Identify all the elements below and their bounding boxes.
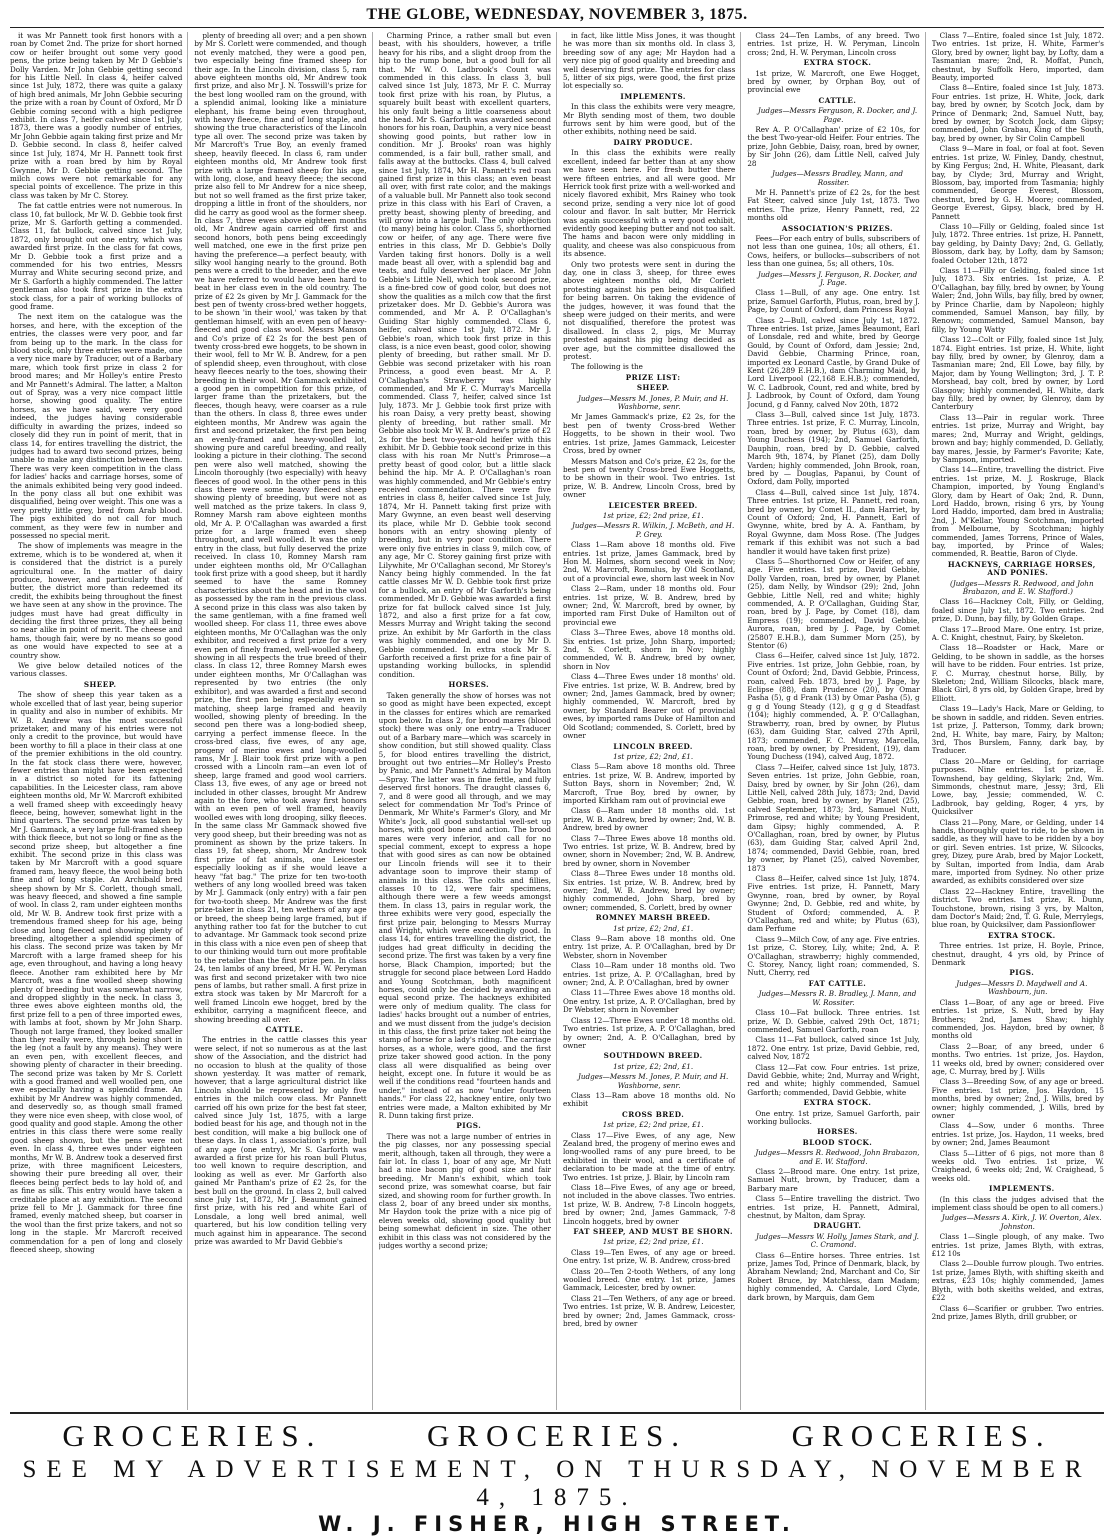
section-heading: IMPLEMENTS. [989, 1184, 1055, 1194]
subheading: 1st prize, £2; 2nd, £1. [613, 923, 694, 933]
paragraph: Fees—For each entry of bulls, subscribers of not less than one guinea, 10s; all others, £1. Cows, heifers, or bullocks—subscribers of not less than one guinea, 5s; all others, 10s. [747, 233, 920, 269]
paragraph: in fact, like little Miss Jones, it was thought he was more than six months old. In class 3, breeding sow of any age; Mr Haydon had a very nice pig of good quality and breeding and well deserving first prize. The entries for class 5, litter of six pigs, were good, the first prize lot especially so. [562, 32, 736, 91]
paragraph: Class 18—Five Ewes, of any age or breed, not included in the above classes. Two entries. 1st prize, W. B. Andrew, 7-8 Lincoln hoggets, bred by owner; 2nd, James Gammack, 7-8 Lincoln hoggets, bred by owner [562, 1183, 736, 1226]
paragraph: Class 12—Colt or Filly, foaled since 1st July, 1874. Eight entries. 1st prize, H. White, light bay filly, bred by owner, by Glenroy, dam a Tasmanian mare; 2nd, Ell Lowe, bay filly, by Major, dam by Young Wellington; 3rd, J. T. P. Morshead, bay colt, bred by owner, by Lord Glasgow; highly commended, H. White, dark bay filly, bred by owner, by Glenroy, dam by Canterbury [931, 335, 1104, 412]
paragraph: Class 24—Ten Lambs, of any breed. Two entries. 1st prize, H. W. Peryman, Lincoln cross; 2nd, H. W. Peryman, Lincoln cross [747, 32, 920, 57]
paragraph: Class 14—Entire, travelling the district. Five entries. 1st prize, M. J. Roskruge, Black Champion, imported, by Young England's Glory, dam by Heart of Oak; 2nd, R. Dunn, Lord Haddo, brown, rising 6 yrs, by Young Lord Haddo, imported, dam bred in Australia; 2nd, J. M'Kellar, Young Scotchman, imported from Melbourne, by Scotchman; highly commended, James Torrens, Prince of Wales, bay, imported, by Prince of Wales; commended, R. Beattie, Baron of Clyde. [931, 465, 1104, 559]
paragraph: Class 4—Bull, calved since 1st July, 1874. Three entries. 1st prize, H. Pannett, red roan, bred by owner, by Comet II., dam Harriet, by Count of Oxford; 2nd, H. Pannett, Earl of Gwynne, white, bred by A. A. Fantham, by Royal Gwynne, dam Moss Rose. (The Judges remark if this exhibit was not such a bad handler it would have taken first prize) [747, 487, 920, 556]
paragraph: In this class the exhibits were really excellent, indeed far better than at any show we have seen here. For fresh butter there were fifteen entries, and all were good. Mr Herrick took first prize with a well-worked and nicely flavored exhibit, Mrs Rainey who took second prize, sending a very nice lot of good colour and flavor. In salt butter, Mr Herrick was again successful with a very good exhibit, evidently good keeping butter and not too salt. The hams and bacon were only middling in quality, and cheese was also conspicuous from its absence. [562, 148, 736, 259]
column-2 [194, 32, 372, 1410]
paragraph: Class 21—Pony, Mare, or Gelding, under 14 hands, thoroughly quiet to ride, to be shown in saddle, as they will have to be ridden by a boy or girl. Seven entries. 1st prize, W. Silcocks, grey, Dizey, pure Arab, bred by Major Lockett, by Sultan, imported from India, dam Arab mare, imported from Sydney. No other prize awarded, as exhibits considered over size [931, 817, 1104, 886]
paragraph: Class 11—Fat bullock, calved since 1st July, 1872. One entry. 1st prize, David Gebbie, red, calved Nov, 1872 [747, 1035, 920, 1062]
section-heading: PIGS. [456, 1121, 482, 1131]
paragraph: Class 21—Ten Wethers, of any age or breed. Two entries. 1st prize, W. B. Andrew, Leicester, bred by owner; 2nd, James Gammack, cross-bred, bred by owner [562, 1293, 736, 1329]
paragraph: Class 1—Single plough, of any make. Two entries. 1st prize, James Blyth, with extras, £12 10s [931, 1232, 1104, 1259]
paragraph: Class 13—Ram above 18 months old. No exhibit [562, 1090, 736, 1109]
paragraph: Class 1—Boar, of any age or breed. Five entries. 1st prize, S. Nutt, bred by Hay Brothers; 2nd, James Shaw; highly commended, Jos. Haydon, bred by owner, 8 months old [931, 997, 1104, 1041]
subheading: Judges—Messrs Bradley, Mann, and Rossiter. [771, 169, 903, 187]
paragraph: Class 22—Hackney Entire, travelling the district. Two entries. 1st prize, R. Dunn, Touchstone, brown, rising 3 yrs, by Malton, dam Doctor's Maid; 2nd, T. G. Rule, Merrylegs, blue roan, by Quicksilver, dam Passionflower [931, 886, 1104, 930]
paragraph: (In this class the judges advised that the implement class should be open to all comers.) [931, 1194, 1104, 1213]
paragraph: Class 13—Pair in regular work. Three entries. 1st prize, Murray and Wright, bay mares; 2nd, Murray and Wright, geldings, brown and bay; highly commended, D. Gellatly, bay mares, Jessie, by Farmer's Favorite; Kate, by Sampson, imported. [931, 412, 1104, 464]
paragraph: Class 9—Mare in foal, or foal at foot. Seven entries. 1st prize, W. Finley, Dandy, chestnut, by King Fergus; 2nd, H. White, Pleasant, dark bay, by Clyde; 3rd, Murray and Wright, Blossom, bay, imported from Tasmania; highly commended, George Everest, Blossom, chestnut, bred by G. H. Moore; commended, George Everest, Gipsy, black, bred by H. Pannett [931, 144, 1104, 221]
section-heading: FAT CATTLE. [808, 978, 867, 988]
advert-word-2: GROCERIES. [426, 1418, 687, 1453]
paragraph: Messrs Matson and Co's prize, £2 2s, for the best pen of twenty Cross-bred Ewe Hoggetts, to be shown in their wool. Two entries. 1st prize, W. B. Andrew, Lincoln Cross, bred by owner [562, 456, 736, 500]
paragraph: Class 12—Fat cow. Four entries. 1st prize, David Gebbie, white; 2nd, Murray and Wright, red and white; highly commended, Samuel Garforth; commended, David Gebbie, white [747, 1062, 920, 1097]
paragraph: Class 20—Ten 2-tooth Wethers, of any long woolled breed. One entry. 1st prize, James Gammack, Leicester, bred by owner. [562, 1266, 736, 1293]
subheading: Judges—Messrs M. Jones, P. Muir, and H. Washborne, senr. [577, 393, 729, 412]
article-columns [10, 32, 1104, 1410]
subheading: Judges—Messrs R. Wilkin, J. McBeth, and H. P. Grey. [572, 521, 735, 539]
paragraph: Class 7—Three Ewes above 18 months old. Two entries. 1st prize, W. B. Andrew, bred by owner, shorn in November; 2nd, W. B. Andrew, bred by owner, shorn in November [562, 833, 736, 868]
section-heading: SHEEP. [83, 679, 117, 689]
paragraph: Class 1—Bull, of any age. One entry. 1st prize, Samuel Garforth, Plutus, roan, bred by J. Page, by Count of Oxford, dam Princess Royal [747, 288, 920, 315]
subheading: Judges—Messrs Ferguson, R. Docker, and J. Page. [757, 106, 918, 124]
paragraph: Mr James Gammack's prize, £2 2s, for the best pen of twenty Cross-bred Wether Hoggetts, to be shown in their wool. Two entries. 1st prize, James Gammack, Leicester Cross, bred by owner [562, 412, 736, 456]
paragraph: Class 17—Brood Mare. One entry. 1st prize, A. C. Knight, chestnut, Fairy, by Skeleton. [931, 624, 1104, 643]
paragraph: Class 6—Ram under 18 months old. 1st prize, W. B. Andrew, bred by owner; 2nd, W. B. Andrew, bred by owner [562, 806, 736, 833]
paragraph: Class 6—Scarifier or grubber. Two entries. 2nd prize, James Blyth, drill grubber, or [931, 1303, 1104, 1321]
paragraph: Class 4—Three Ewes under 18 months' old. Five entries. 1st prize, W. B. Andrew, bred by owner; 2nd, James Gammack, bred by owner; highly commended, W. Marcroft, bred by owner, by Standard Bearer out of provincial ewes, by imported rams Duke of Hamilton and Old Scotland; commended, S. Corlett, bred by owner [562, 672, 736, 741]
section-heading: SHEEP. [636, 383, 670, 393]
section-heading: EXTRA STOCK. [803, 58, 872, 68]
paragraph: The show of sheep this year taken as a whole excelled that of last year, being superior in quality and also in number of exhibits. Mr W. B. Andrew was the most successful prizetaker, and many of his entries were not only a credit to the province, but would have been worthy to fill a place in their class at one of the premier exhibitions in the old country. In the fat stock class there were, however, fewer entries than might have been expected in a district so noted for its fattening capabilities. In the Leicester class, ram above eighteen months old, Mr W. Marcroft exhibited a well framed sheep with exceedingly heavy fleece, being, however, somewhat light in the hind quarters. The second prize was taken by Mr J. Gammack, a very large full-framed sheep with thick fleece, but not so long or fine as the second prize sheep, but altogether a fine exhibit. The second prize in this class was taken by Mr Marcroft with a good square framed ram, heavy fleece, the wool being both fine and of long staple. An Archibald bred sheep shown by Mr S. Corlett, though small, was heavy fleeced, and showed a fine sample of wool. In class 2, ram under eighteen months old, Mr W. B. Andrew took first prize with a tremendous framed sheep for his age, being close and long fleeced and showing plenty of breeding, altogether a splendid specimen of his class. The second prize was taken by Mr Marcroft with a large framed sheep for his age, even throughout, and having a long heavy fleece. Another ram exhibited here by Mr Marcroft, was a fine woolled sheep showing plenty of breeding but was somewhat narrow, and dropped slightly in the neck. In class 3, three ewes above eighteen months old, the first prize fell to a pen of three imported ewes, with lambs at foot, shown by Mr John Sharp. Though not large framed, they looked smaller than they really were, through being short in the leg (not a fault by any means). They were an even pen, with excellent fleeces, and showing plenty of character in their breeding. The second prize was taken by Mr S. Corlett with a good framed and well woolled pen, one ewe especially having a splendid frame. An exhibit by Mr Andrew was highly commended, and deservedly so, as though small framed they were nice even sheep, with close wool, of good quality and good staple. Among the other entries in this class there were some really good sheep shown, but the pens were not even. In class 4, three ewes under eighteen months, Mr W. B. Andrew took a deserved first prize, with three magnificent Leicesters, showing their pure breeding all over, their fleeces being perfect beds to lay hold of, and as fine as silk. This entry would have taken a creditable place at any exhibition. The second prize fell to Mr J. Gammack for three fine framed, evenly matched sheep, but coarser in the wool than the first prize takers, and not so long in the staple. Mr Marcroft received commendation for a pen of long and closely fleeced sheep, showing [10, 690, 183, 1255]
paragraph: Class 12—Three Ewes under 18 months old. Two entries. 1st prize, A. P. O'Callaghan, bred by owner; 2nd, A. P. O'Callaghan, bred by owner [562, 1015, 736, 1050]
paragraph: 1st prize, W. Marcroft, one Ewe Hogget, bred by owner, by Orphan Boy, out of provincial ewe [747, 68, 920, 95]
paragraph: Class 5—Ram above 18 months old. Three entries. 1st prize, W. B. Andrew, imported by Sutton Bays, shorn in November; 2nd, W. Marcroft, True Boy, bred by owner, by imported Kirkham ram out of provincial ewe [562, 762, 736, 805]
paragraph: Class 3—Breeding Sow, of any age or breed. Five entries. 1st prize, Jos. Haydon, 15 months, bred by owner; 2nd, J. Wills, bred by owner; highly commended, J. Wills, bred by owner [931, 1077, 1104, 1120]
paragraph: Class 3—Bull, calved since 1st July, 1873. Three entries. 1st prize, F. C. Murray, Lincoln, roan, bred by owner, by Plutus (63), dam Young Duchess (194); 2nd, Samuel Garforth, Dauphin, roan, bred by D. Gebbie, calved March 9th, 1874, by Planet (25), dam Dolly Varden; highly commended, John Brook, roan, bred by — Douglas, Papanui, by Count of Oxford, dam Polly, imported [747, 410, 920, 487]
paragraph: Class 2—Boar, of any breed, under 6 months. Two entries. 1st prize, Jos. Haydon, 11 weeks old, bred by owner; considered over age, C. Murray, bred by J. Wills [931, 1041, 1104, 1076]
section-heading: SOUTHDOWN BREED. [603, 1051, 703, 1061]
section-heading: CATTLE. [818, 95, 857, 105]
paragraph: Class 1—Ram above 18 months old. Five entries. 1st prize, James Gammack, bred by Hon M. Holmes, shorn second week in Nov; 2nd, W. Marcroft, Romulus, by Old Scotland, out of a provincial ewe, shorn last week in Nov [562, 540, 736, 583]
paragraph: Class 2—Bull, calved since July 1st, 1872. Three entries. 1st prize, James Beaumont, Earl of Lonsdale, red and white, bred by George Gould, by Count of Oxford, dam Jessie; 2nd, David Gebbie, Charming Prince, roan, imported ex Leonard Castle, by Grand Duke of Kent (26,289 E.H.B.), dam Charming Maid, by Lord Liverpool (22,168 E.H.B.); commended, W. C. Ladbrook, Count, red and white, bred by J. Ladbrook, by Count of Oxford, dam Young Jocund, g d Fanny, calved Nov 20th, 1872 [747, 315, 920, 409]
section-heading: HORSES. [448, 680, 490, 690]
paragraph: Class 20—Mare or Gelding, for carriage purposes. Nine entries. 1st prize, E. Townshend, bay gelding, Skylark; 2nd, Wm. Simmonds, chestnut mare, Jessy; 3rd, Eli Lowe, bay, Jessie; commended, W. C. Ladbrook, bay gelding, Roger, 4 yrs, by Quicksilver [931, 756, 1104, 817]
section-heading: DRAUGHT. [813, 1221, 862, 1231]
paragraph: One entry. 1st prize, Samuel Garforth, pair working bullocks. [747, 1108, 920, 1126]
subheading: Judges—Messrs W. Holly, James Stark, and J. C. Cramond. [756, 1231, 919, 1250]
paragraph: Class 5—Shorthorned Cow or Heifer, of any age. Five entries. 1st prize, David Gebbie, Dolly Varden, roan, bred by owner, by Planet (25), dam Nelly, by Windsor (29); 2nd, John Gebbie, Little Nell, red and white; highly commended, A. P. O'Callaghan, Guiding Star, roan, bred by J. Page, by Comet (18), dam Empress (19); commended, David Gebbie, Aurora, roan, bred by J. Page, by Comet (25807 E.H.B.), dam Summer Morn (25), by Stentor (6) [747, 556, 920, 651]
column-3 [379, 32, 557, 1410]
paragraph: The entries in the cattle classes this year were select, if not so numerous as at the last show of the Association, and the district had no occasion to blush at the quality of those shown yesterday. It was matter of remark, however, that a large agricultural district like Lincoln should be represented by only five entries in the milch cow class. Mr Pannett carried off his own prize for the best fat steer, calved since July 1st, 1875, with a large bodied beast for his age, and though not in the best condition, will make a big bullock one of these days. In class 1, association's prize, bull of any age (one entry), Mr S. Garforth was awarded a first prize for his roan bull Plutus, too well known to require description, and looking as well as ever. Mr Garforth also gained Mr Pantham's prize of £2 2s, for the best bull on the ground. In class 2, bull calved since July 1st, 1872, Mr J. Beaumont gained first prize, with his red and white Earl of Lonsdale, a long well bred animal, well quartered, but his low condition telling very much against him in appearance. The second prize was awarded to Mr David Gebbie's [194, 1035, 367, 1247]
paragraph: plenty of breeding all over; and a pen shown by Mr S. Corlett were commended, and though not evenly matched, they were a good pen, two especially being fine framed sheep for their age. In the Lincoln division, class 5, ram above eighteen months old, Mr Andrew took first prize, and also Mr J. N. Tosswill's prize for the best long woolled ram on the ground, with a splendid animal, looking like a miniature elephant, his frame being even throughout, with heavy fleece, fine and of long staple, and showing the true characteristics of the Lincoln type all over. The second prize was taken by Mr Marcroft's True Boy, an evenly framed sheep, heavily fleeced. In class 6, ram under eighteen months old, Mr Andrew took first prize with a large framed sheep for his age, with long, close, and heavy fleece; the second prize also fell to Mr Andrew for a nice sheep, but not so well framed as the first prize taker, dropping a little in front of the shoulders, nor did he carry as good wool as the former sheep. In class 7, three ewes above eighteen months old, Mr Andrew again carried off first and second honors, both pens being exceedingly well matched, one ewe in the first prize pen having the preference—a perfect beauty, with silky wool hanging nearly to the ground. Both pens were a credit to the breeder, and the ewe we have referred to would have been hard to beat in her class even in the old country. The prize of £2 2s given by Mr J. Gammack for the best pen of twenty cross-bred wether hoggets, to be shown 'in their wool,' was taken by that gentleman himself, with an even pen of heavy-fleeced and good class wool. Messrs Manson and Co's prize of £2 2s for the best pen of twenty cross-bred ewe hoggets, to be shown in their wool, fell to Mr W. B. Andrew, for a pen of splendid sheep, even throughout, with close heavy fleeces nearly to the toes, showing their breeding in their wool. Mr Gammack exhibited a good pen in competition for this prize, of larger frame than the prizetakers, but the fleeces, though heavy, were coarser as a rule than the others. In class 8, three ewes under eighteen months, Mr Andrew was again the first and second prizetaker, the first pen being an evenly-framed and heavy-woolled lot, showing pure and careful breeding, and really looking a picture in their clothing. The second pen were also well matched, showing the Lincoln thoroughly (two especially) with heavy fleeces of good wool. In the other pens in this class there were some heavy fleeced sheep showing plenty of breeding, but were not as well matched as the prize takers. In class 9, Romney Marsh ram above eighteen months old, Mr A. P. O'Callaghan was awarded a first prize for a large framed even sheep throughout, and well woolled. It was the only entry in the class, but fully deserved the prize received. In class 10, Romney Marsh ram under eighteen months old, Mr O'Callaghan took first prize with a good sheep, but it hardly seemed to have the same Romney characteristics about the head and in the wool as possessed by the ram in the previous class. A second prize in this class was also taken by the same gentleman, with a fine framed well woolled sheep. For class 11, three ewes above eighteen months, Mr O'Callaghan was the only exhibitor, and received a first prize for a very even pen of finely framed, well-woolled sheep, showing in all respects the true breed of their class. In class 12, three Romney Marsh ewes under eighteen months, Mr O'Callaghan was represented by two entries (the only exhibitor), and was awarded a first and second prize, the first pen being especially even in matching, sheep large framed and heavily woolled, showing plenty of breeding. In the second pen there was a long-bodied sheep, carrying a perfect immense fleece. In the cross-bred class, five ewes, of any age, progeny of merino ewes and long-woolled rams, Mr J. Blair took first prize with a pen crossed with a Lincoln ram—an even lot of sheep, large framed and good wool carriers. Class 13, five ewes, of any age or breed not included in other classes, brought Mr Andrew again to the fore, who took away first honors with an even pen of well framed, heavily woolled ewes with long drooping, silky fleeces. In the same class Mr Gammack showed five very good sheep, but their breeding was not as prominent as shown by the prize takers. In class 19, fat sheep, shorn, Mr Andrew took first prize of fat animals, one Leicester especially looking as if she would leave a heavy "fat bag." The prize for ten two-tooth wethers of any long woolled breed was taken by Mr J. Gammack (only entry) with a fair pen for two-tooth sheep. Mr Andrew was the first prize-taker in class 21, ten wethers of any age or breed, the sheep being large framed, but if anything rather too fat for the butcher to cut to advantage. Mr Gammack took second prize in this class with a nice even pen of sheep that to our thinking would turn out more profitable to the retailer than the first prize pen. In class 24, ten lambs of any breed, Mr H. W. Peryman was first and second prizetaker with two nice pens of lambs, but rather small. A first prize in extra stock was taken by Mr Marcroft for a well framed Lincoln ewe hogget, bred by the exhibitor, carrying a magnificent fleece, and showing breeding all over. [194, 32, 367, 1024]
paragraph: Class 16—Hackney Colt, Filly, or Gelding, foaled since July 1st, 1872. Two entries. 2nd prize, D. Dunn, bay filly, by Golden Grape. [931, 597, 1104, 624]
paragraph: it was Mr Pannett took first honors with a roan by Comet 2nd. The prize for short horned cow or heifer brought out some very good pens, the prize being taken by Mr D Gebbie's Dolly Varden. Mr John Gebbie getting second for his Little Nell. In class 4, heifer calved since 1st July, 1872, there was quite a galaxy of high bred animals, Mr John Gebbie securing the prize with a roan by Count of Oxford, Mr D Gebbie coming second with a high pedigree exhibit. In class 7, heifer calved since 1st July, 1873, there was a goodly number of entries, Mr John Gebbie again taking first prize and Mr D. Gebbie second. In class 8, heifer calved since 1st July, 1874, Mr H. Pannett took first prize with a roan bred by him by Royal Gwynne, Mr D. Gebbie getting second. The milch cows were not remarkable for any special points of excellence. The prize in this class was taken by Mr C. Storey. [10, 32, 183, 200]
paragraph: Class 9—Ram above 18 months old. One entry. 1st prize, A. P. O'Callaghan, bred by Dr Webster, shorn in November [562, 934, 736, 960]
section-heading: EXTRA STOCK. [803, 1098, 872, 1108]
section-heading: IMPLEMENTS. [620, 91, 686, 101]
advert-date-line: SEE MY ADVERTISEMENT, ON THURSDAY, NOVEMBER 4, 1875. [22, 1456, 1092, 1511]
section-heading: CATTLE. [265, 1024, 304, 1034]
advert-word-3: GROCERIES. [791, 1418, 1052, 1453]
subheading: Judges—Messrs A. Kirk, J. W. Overton, Alex. Johnston. [941, 1213, 1102, 1231]
paragraph: Class 10—Fat bullock. Three entries. 1st prize, W. D. Gebbie, calved 29th Oct, 1871; commended, Samuel Garforth, roan [747, 1008, 920, 1034]
section-heading: HACKNEYS, CARRIAGE HORSES, AND PONIES. [947, 559, 1096, 578]
paragraph: Class 6—Heifer, calved since 1st July, 1872. Five entries. 1st prize, John Gebbie, roan, by Count of Oxford; 2nd, David Gebbie, Princess, roan, calved Feb. 1873, bred by J. Page, by Eclipse (88), dam Prudence (20), by Omar Pasha (5), g d Frank (13) by Omar Pasha (5), g g g d Young Steady (12), g g g d Steadfast (104); highly commended, A. P. O'Callaghan, Strawberry, roan, bred by owner, by Plutus (63), dam Guiding Star, calved 27th April, 1873; commended, F. C. Murray, Marcella, roan, bred by owner, by President, (19), dam Young Duchess (194), calved Aug, 1872. [747, 651, 920, 762]
column-1 [10, 32, 188, 1410]
section-heading: LINCOLN BREED. [613, 741, 693, 751]
paragraph: There was not a large number of entries in the pig classes, nor any possessing special merit, although, taken all through, they were a fair lot. In class 1, boar of any age, Mr Nutt had a nice bacon pig of good size and fair breeding. Mr Mann's exhibit, which took second prize, was somewhat coarse, but fair sized, and showing room for further growth. In class 2, boar of any breed under six months, Mr Haydon took the prize with a nice pig of eleven weeks old, showing good quality but being somewhat deficient in size. The other exhibit in this class was not considered by the judges worthy a second prize; [378, 1131, 551, 1251]
paragraph: Class 11—Filly or Gelding, foaled since 1st July, 1873. Six entries. 1st prize, A. P. O'Callaghan, bay filly, bred by owner, by Young Waler; 2nd, John Wills, bay filly, bred by owner, by Prince Charlie, dam by Napoleon; highly commended, Samuel Manson, bay filly, by Renown; commended, Samuel Manson, bay filly, by Young Watty [931, 265, 1104, 334]
paragraph: Class 19—Lady's Hack, Mare or Gelding, to be shown in saddle, and ridden. Seven entries. 1st prize, J. Patterson, Tommy, dark brown; 2nd, H. White, bay mare, Fairy, by Malton; 3rd, Thos Burslem, Fanny, dark bay, by Traducer. [931, 704, 1104, 756]
advert-headline [10, 1418, 1104, 1454]
paragraph: The fat cattle entries were not numerous. In class 10, fat bullock, Mr W. D. Gebbie took first prize, Mr S. Garforth getting a commended. Class 11, fat bullock, calved since 1st July, 1872, only brought out one entry, which was awarded first prize. In the class for fat cows, Mr D. Gebbie took a first prize and a commended for his two entries, Messrs Murray and White securing second prize, and Mr S. Garforth a highly commended. The latter gentleman also took first prize in the extra stock class, for a pair of working bullocks of good frame. [10, 201, 183, 311]
paragraph: Class 5—Entire travelling the district. Two entries. 1st prize, H. Pannett, Admiral, chestnut, by Malton, dam Spray. [747, 1194, 920, 1221]
subheading: 1st prize, £2; 2nd, £1. [613, 751, 694, 761]
paragraph: Class 2—Double furrow plough. Two entries. 1st prize, James Blyth, with shifting skeith and extras, £23 10s; highly commended, James Blyth, with both skeiths welded, and extras, £22 [931, 1259, 1104, 1303]
subheading: (Judges—Messrs R. Redwood, and John Brabazon, and E. W. Stafford.) [950, 578, 1094, 596]
paragraph: Class 18—Roadster or Hack, Mare or Gelding, to be shown in saddle, as the horses will have to be ridden. Four entries. 1st prize, F. C. Murray, chestnut horse, Billy, by Skeleton; 2nd, William Silcocks, black mare, Black Girl, 8 yrs old, by Golden Grape, bred by Elliott. [931, 643, 1104, 703]
paragraph: The following is the [570, 362, 643, 372]
paragraph: Class 6—Entire horses. Three entries. 1st prize, James Tod, Prince of Denmark, black, by Abraham Newland; 2nd, Marchant and Co, Sir Robert Bruce, by Matchless, dam Madam; highly commended, A. Cardale, Lord Clyde, dark brown, by Marquis, dam Gem [747, 1250, 920, 1302]
section-heading: FAT SHEEP, AND MUST BE SHORN. [573, 1227, 733, 1237]
paragraph: Class 9—Milch Cow, of any age. Five entries. 1st prize, C. Storey, Lily, white; 2nd, A. P. O'Callaghan, strawberry; highly commended, C. Storey, Nancy, light roan; commended, S. Nutt, Cherry, red [747, 934, 920, 978]
paragraph: In this class the exhibits were very meagre, Mr Blyth sending most of them, two double furrows sent by him were good, but of the other exhibits, nothing need be said. [562, 102, 736, 137]
paragraph: Class 11—Three Ewes above 18 months old. One entry. 1st prize, A. P. O'Callaghan, bred by Dr Webster, shorn in November [562, 988, 736, 1015]
paragraph: Class 8—Three Ewes under 18 months old. Six entries. 1st prize, W. B. Andrew, bred by owner; 2nd, W. B. Andrew, bred by owner; highly commended, John Sharp, bred by owner; commended, S. Corlett, bred by owner [562, 869, 736, 912]
subheading: 1st prize, £2; 2nd, £1. [613, 1061, 694, 1071]
subheading: Judges—Messrs J. Ferguson, R. Docker, and J. Page. [757, 269, 918, 287]
section-heading: LEICESTER BREED. [608, 500, 698, 510]
section-heading: PIGS. [1009, 968, 1035, 978]
subheading: Judges—Messrs R. B. Bradley, J. Mann, and W. Rossiter. [758, 989, 917, 1007]
groceries-advertisement [10, 1412, 1104, 1536]
paragraph: Charming Prince, a rather small but even beast, with his shoulders, however, a trifle heavy for his ribs, and a slight droop from the hip to the rump bone, but a good bull for all that. Mr W. O. Ladbrook's Count was commended in this class. In class 3, bull calved since 1st July, 1873, Mr F. C. Murray took first prize with his roan, by Plutus, a squarely built beast with excellent quarters, his only fault being a little coarseness about the head. Mr S. Garforth was awarded second honors for his roan, Dauphin, a very nice beast showing good points, but rather low in condition. Mr J. Brooks' roan was highly commended, is a fair bull, rather small, and falls away at the buttocks. Class 4, bull calved since 1st July, 1874, Mr H. Pannett's red roan gained first prize in this class; an even beast all over, with first rate color, and the makings of a valuable bull. Mr Pannett also took second prize in this class with his Earl of Craven, a pretty beast, showing plenty of breeding, and will grow into a large bull. The only objection (to many) being his color. Class 5, shorthorned cow or heifer, of any age. There were five entries in this class, Mr D. Gebbie's Dolly Varden taking first honors. Dolly is a well made beast all over, with a splendid bag and teats, and fully deserved her place. Mr John Gebbie's Little Nell, which took second prize, is a fine-bred cow of good color, but does not show the qualities as a milch cow that the first prizetaker does. Mr D. Gebbie's Aurora was commended, and Mr A. P. O'Callaghan's Guiding Star highly commended. Class 6, heifer, calved since 1st July, 1872. Mr J. Gebbie's roan, which took first prize in this class, is a nice even beast, good color, showing plenty of breeding, but rather small. Mr D. Gebbie was second prizetaker with his roan Princess, a good even beast. Mr A. P. O'Callaghan's Strawberry was highly commended, and Mr F. C. Murray's Marcella commended. Class 7, heifer, calved since 1st July, 1873. Mr J. Gebbie took first prize with his roan Daisy, a very pretty beast, showing plenty of breeding, but rather small. Mr Gebbie also took Mr W. B. Andrew's prize of £2 2s for the best two-year-old heifer with this exhibit. Mr D. Gebbie took second prize in this class with his roan Mr Nutt's Primrose—a pretty beast of good color, but a little slack behind the hip. Mr A. P. O'Callaghan's roan was highly commended, and Mr Gebbie's entry received commendation. There were five entries in class 8, heifer calved since 1st July, 1874, Mr H. Pannett taking first prize with Mary Gwynne, an even beast well deserving its place, while Mr D. Gebbie took second honors with an entry showing plenty of breeding, but in very poor condition. There were only five entries in class 9, milch cow, of any age, Mr C. Storey gaining first prize with Lilywhite, Mr O'Callaghan second, Mr Storey's Nancy being highly commended. In the fat cattle classes Mr W. D. Gebbie took first prize for a bullock, an entry of Mr Garforth's being commended. Mr D. Gebbie was awarded a first prize for fat bullock calved since 1st July, 1872, and also a first prize for a fat cow, Messrs Murray and Wright taking the second prize. An exhibit by Mr Garforth in the class was highly commended, and one by Mr D. Gebbie commended. In extra stock Mr S. Garforth received a first prize for a fine pair of upstanding working bullocks, in splendid condition. [378, 32, 551, 679]
paragraph: Class 2—Ram, under 18 months old. Four entries. 1st prize, W. B. Andrew, bred by owner; 2nd, W. Marcroft, bred by owner, by imported ram First Duke of Hamilton out of provincial ewe [562, 584, 736, 627]
section-heading: PRIZE LIST: [625, 372, 681, 382]
paragraph: Class 10—Filly or Gelding, foaled since 1st July, 1872. Three entries. 1st prize, H. Pannett, bay gelding, by Dainty Davy; 2nd, G. Gellatly, Blossom, dark bay, by Lofty, dam by Samson; foaled October 12th, 1872 [931, 221, 1104, 265]
subheading: Judges—Messrs M. Jones, P. Muir, and H. Washborne, senr. [577, 1072, 729, 1090]
paragraph: Class 19—Ten Ewes, of any age or breed. One entry. 1st prize, W. B. Andrew, cross-bred [562, 1247, 736, 1266]
subheading: Judges—Messrs R. Redwood, John Brabazon, and E. W. Stafford. [755, 1148, 920, 1166]
paragraph: Mr H. Pannett's prize of £2 2s, for the best Fat Steer, calved since July 1st, 1873. Two entries. The prize, Henry Pannett, red, 22 months old [747, 187, 920, 223]
section-heading: DAIRY PRODUCE. [613, 137, 693, 147]
paragraph: Class 7—Heifer, calved since 1st July, 1873. Seven entries. 1st prize, John Gebbie, roan, Daisy, bred by owner, by Sir John (26), dam Little Nell, calved 28th July, 1873; 2nd, David Gebbie, roan, bred by owner, by Planet (25), calved September, 1873; 3rd, Samuel Nutt, Primrose, red and white; by Young President, dam Gipsy; highly commended, A. P. O'Callaghan, roan, bred by owner, by Plutus (63), dam Guiding Star, calved April 2nd, 1874; commended, David Gebbie, roan, bred by owner, by Planet (25), calved November, 1873 [747, 762, 920, 873]
section-heading: HORSES. [817, 1127, 858, 1137]
paragraph: Class 10—Ram under 18 months old. Two entries. 1st prize, A. P. O'Callaghan, bred by owner; 2nd, A. P. O'Callaghan, bred by owner [562, 961, 736, 988]
masthead: THE GLOBE, WEDNESDAY, NOVEMBER 3, 1875. [10, 6, 1104, 28]
paragraph: Class 2—Brood mare. One entry. 1st prize, Samuel Nutt, brown, by Traducer, dam a Barbary mare [747, 1167, 920, 1193]
section-heading: EXTRA STOCK. [987, 930, 1056, 940]
paragraph: Class 17—Five Ewes, of any age, New Zealand bred, the progeny of merino ewes and long-woolled rams of any pure breed, to be exhibited in their wool, and a certificate of declaration to be made at the time of entry. Two entries. 1st prize, J. Blair, by Lincoln ram [562, 1130, 736, 1182]
advert-merchant-line: W. J. FISHER, HIGH STREET. [318, 1512, 796, 1536]
advert-word-1: GROCERIES. [62, 1418, 323, 1453]
paragraph: We give below detailed notices of the various classes. [10, 661, 183, 679]
subheading: Judges—Messrs D. Maydwell and A. Washbourn, jun. [956, 978, 1088, 997]
column-4 [563, 32, 741, 1410]
subheading: 1st prize, £2; 2nd prize, £1. [602, 1120, 704, 1130]
paragraph: Only two protests were sent in during the day, one in class 3, sheep, for three ewes above eighteen months old, Mr Corlett protesting against his pen being disqualified for being barren. On taking the evidence of the judges, however, it was found that the sheep were judged on their merits, and were not disqualified, therefore the protest was disallowed. In class 2, pigs, Mr Murray protested against his pig being decided as over age, but the committee disallowed the protest. [562, 259, 736, 362]
paragraph: Taken generally the show of horses was not so good as might have been expected, except in the classes for entires which are remarked upon below. In class 2, for brood mares (blood stock) there was only one entry—a Traducer out of a Barbary mare—which was scarcely in show condition, but still showed quality. Class 5, for blood entires travelling the district, brought out two entries—Mr Holley's Presto by Panic, and Mr Pannett's Admiral by Malton—Spray. The latter was in fine fettle, and fully deserved first honors. The draught classes 6, 7, and 8 were good all through, and we may select for commendation Mr Tod's Prince of Denmark, Mr White's Farmer's Glory, and Mr White's Jock, all good substantial well-set up horses, with good bone and action. The brood mares were very inferior, and call for no special comment, except to express a hope that with good sires as can now be obtained our Lincoln friends will see it to their advantage soon to improve their stamp of animals in this class. The colts and fillies, classes 10 to 12, were fair specimens, although there were a few weeds amongst them. In class 13, pairs in regular work, the three exhibits were very good, especially the first prize pair, belonging to Messrs Murray and Wright, which were exceedingly good. In class 14, for entires travelling the district, the judges had great difficulty in deciding the second prize. The first was taken by a very fine horse, Black Champion, imported; but the struggle for second place between Lord Haddo and Young Scotchman, both magnificent horses, could only be decided by awarding an equal second prize. The hackneys exhibited were only of medium quality. The class for ladies' hacks brought out a number of entries, and we must dissent from the judge's decision in this class, the first prize taker not being the stamp of horse for a lady's riding. The carriage horses, as a whole, were good, and the first prize taker showed good action. In the pony class all were disqualified as being over height, except one. In future it would be as well if the conditions read "fourteen hands and under," instead of as now "under fourteen hands." For class 22, hackney entire, only two entries were made, a Malton exhibited by Mr R. Dunn taking first prize. [378, 690, 551, 1120]
column-5 [747, 32, 925, 1410]
paragraph: The next item on the catalogue was the horses, and here, with the exception of the entries, the classes were very poor, and far from being up to the mark. In the class for blood stock, only three entries were made, one a very nice mare by Traducer, out of a Barbary mare, which took first prize in class 2 for brood mares; and Mr Holley's entire Presto and Mr Pannett's Admiral. The latter, a Malton out of Spray, was a very nice compact little horse, showing good quality. The entire horses, as we have said, were very good indeed, the judges having considerable difficulty in awarding the prizes, indeed so closely did they run in point of merit, that in class 14, for entires travelling the district, the judges had to award two second prizes, being unable to make any distinction between them. There was very keen competition in the class for ladies' hacks and carriage horses, some of the animals exhibited being very good indeed. In the pony class all but one exhibit was disqualified, being over weight. This one was a very pretty little grey, bred from Arab blood. The pigs exhibited do not call for much comment, as they were few in number and possessed no special merit. [10, 312, 183, 540]
paragraph: Class 4—Sow, under 6 months. Three entries. 1st prize, Jos. Haydon, 11 weeks, bred by owner; 2nd, James Beaumont [931, 1121, 1104, 1148]
section-heading: ASSOCIATION'S PRIZES. [781, 223, 894, 233]
paragraph: Class 8—Heifer, calved since 1st July, 1874. Five entries. 1st prize, H. Pannett, Mary Gwynne, roan, bred by owner, by Royal Gwynne; 2nd, D. Gebbie, red and white, by Student of Oxford; commended, A. P. O'Callaghan, red and white; by Plutus (63), dam Perfume [747, 874, 920, 934]
column-6 [932, 32, 1104, 1410]
paragraph: Class 7—Entire, foaled since 1st July, 1872. Two entries. 1st prize, H. White, Farmer's Glory, bred by owner, light bay, by Lofty, dam a Tasmanian mare; 2nd, R. Moffat, Punch, chestnut, by Suffolk Hero, imported, dam Beauty, imported [931, 32, 1104, 83]
paragraph: Three entries. 1st prize, H. Boyle, Prince, chestnut, draught, 4 yrs old, by Prince of Denmark [931, 941, 1104, 968]
paragraph: Class 5—Litter of 6 pigs, not more than 8 weeks old. Two entries. 1st prize, W. Craighead, 6 weeks old; 2nd, W. Craighead, 5 weeks old. [931, 1148, 1104, 1183]
paragraph: Class 8—Entire, foaled since 1st July, 1873. Four entries. 1st prize, H. White, Jock, dark bay, bred by owner, by Scotch Jock, dam by Prince of Denmark; 2nd, Samuel Nutt, bay, bred by owner, by Scotch Jock, dam Gipsy; commended, John Grabau, King of the South, bay, bred by owner, by Sir Colin Campbell [931, 83, 1104, 143]
section-heading: ROMNEY MARSH BREED. [595, 913, 711, 923]
paragraph: Rev A. P. O'Callaghan' prize of £2 10s, for the best Two-year-old Heifer. Four entries. The prize, John Gebbie, Daisy, roan, bred by owner, by Sir John (26), dam Little Nell, calved July 28 [747, 125, 920, 168]
paragraph: The show of implements was meagre in the extreme, which is to be wondered at, when it is considered that the district is a purely agricultural one. In the matter of dairy produce, however, and particularly that of butter, the district more than redeemed its credit, the exhibits being throughout the finest we have seen at any show in the province. The judges must have had great difficulty in deciding the first three prizes, they all being so near alike in point of merit. The cheese and hams, though fair, were by no means so good as one would have expected to see at a country show. [10, 541, 183, 660]
section-heading: BLOOD STOCK. [802, 1137, 873, 1147]
section-heading: CROSS BRED. [622, 1109, 685, 1119]
subheading: 1st prize, £2; 2nd prize, £1. [602, 1237, 704, 1247]
subheading: 1st prize, £2; 2nd prize, £1. [602, 510, 704, 520]
paragraph: Class 3—Three Ewes, above 18 months old. Six entries. 1st prize, John Sharp, imported; 2nd, S. Corlett, shorn in Nov; highly commended, W. B. Andrew, bred by owner, shorn in Nov [562, 628, 736, 671]
